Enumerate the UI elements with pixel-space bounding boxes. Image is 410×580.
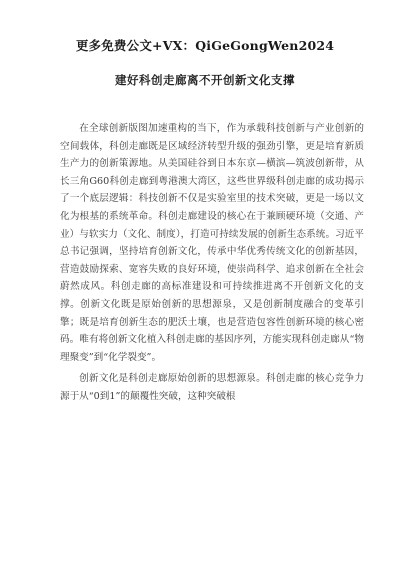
body-paragraph: 创新文化是科创走廊原始创新的思想源泉。科创走廊的核心竞争力源于从“0到1”的颠覆性突破，这种突破根	[60, 373, 364, 402]
document-body	[60, 120, 364, 410]
document-title: 建好科创走廊离不开创新文化支撑	[115, 73, 295, 87]
body-paragraph: 在全球创新版图加速重构的当下，作为承载科技创新与产业创新的空间载体，科创走廊既是区域经济转型升级的强劲引擎，更是培育新质生产力的创新策源地。从美国硅谷到日本东京—横滨—筑波创新带，从长三角G60科创走廊到粤港澳大湾区，这些世界级科创走廊的成功揭示了一个底层逻辑：科技创新不仅是实验室里的技术突破，更是一场以文化为根基的系统革命。科创走廊建设的核心在于兼顾硬环境（交通、产业）与软实力（文化、制度），打造可持续发展的创新生态系统。习近平总书记强调，坚持培育创新文化，传承中华优秀传统文化的创新基因，营造鼓励探索、宽容失败的良好环境，使崇尚科学、追求创新在全社会蔚然成风。科创走廊的高标准建设和可持续推进离不开创新文化的支撑。创新文化既是原始创新的思想源泉，又是创新制度融合的变革引擎；既是培育创新生态的肥沃土壤，也是营造包容性创新环境的核心密码。唯有将创新文化植入科创走廊的基因序列，方能实现科创走廊从“物理聚变”到“化学裂变”。	[60, 123, 364, 363]
promo-header: 更多免费公文+VX：QiGeGongWen2024	[75, 38, 335, 53]
